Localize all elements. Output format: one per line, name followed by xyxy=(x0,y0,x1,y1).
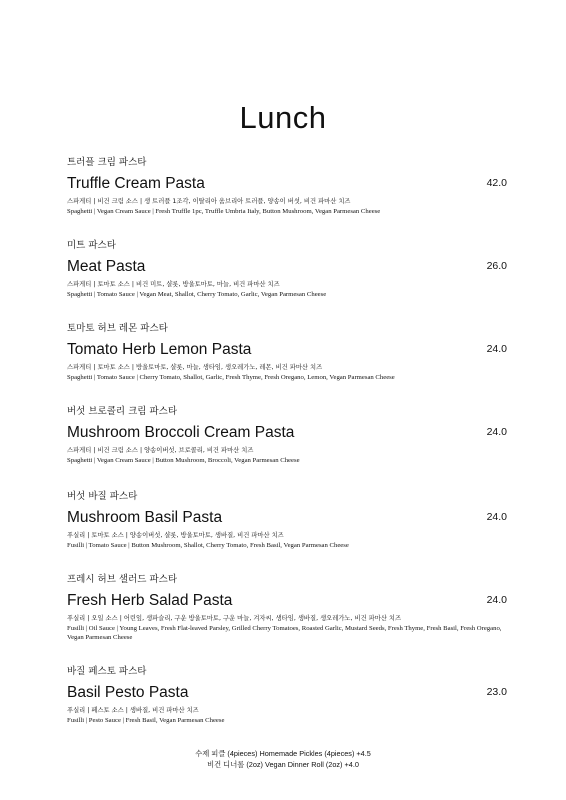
item-english-description: Spaghetti | Vegan Cream Sauce | Button Mushroom, Broccoli, Vegan Parmesan Cheese xyxy=(67,457,300,464)
item-price: 24.0 xyxy=(486,426,507,438)
item-english-name: Mushroom Broccoli Cream Pasta xyxy=(67,424,295,441)
item-korean-description: 스파게티 | 비건 크림 소스 | 양송이버섯, 브로콜리, 비건 파마산 치즈 xyxy=(67,447,254,454)
menu-item-truffle-cream-pasta xyxy=(67,157,507,216)
item-english-name: Tomato Herb Lemon Pasta xyxy=(67,341,252,358)
item-english-description: Fusilli | Pesto Sauce | Fresh Basil, Vegan Parmesan Cheese xyxy=(67,717,225,724)
item-korean-description: 푸실리 | 페스토 소스 | 생바질, 비건 파마산 치즈 xyxy=(67,707,199,714)
item-korean-name: 프레시 허브 샐러드 파스타 xyxy=(67,574,178,585)
item-english-name: Truffle Cream Pasta xyxy=(67,175,205,192)
menu-item-mushroom-broccoli-cream-pasta xyxy=(67,406,507,465)
item-english-description: Spaghetti | Vegan Cream Sauce | Fresh Truffle 1pc, Truffle Umbria Italy, Button Mushroom, Vegan Parmesan Cheese xyxy=(67,208,381,215)
item-korean-name: 버섯 바질 파스타 xyxy=(67,491,138,502)
item-english-description: Fusilli | Oil Sauce | Young Leaves, Fresh Flat-leaved Parsley, Grilled Cherry Tomatoes, Roasted Garlic, Mustard Seeds, Fresh Thyme, Fresh Basil, Fresh Oregano, Vegan Parmesan Cheese xyxy=(67,625,502,641)
menu-item-mushroom-basil-pasta xyxy=(67,491,507,550)
item-price: 24.0 xyxy=(486,343,507,355)
item-price: 26.0 xyxy=(486,260,507,272)
item-korean-description: 스파게티 | 비건 크림 소스 | 생 트러플 1조각, 이탈리아 움브리아 트러플, 양송이 버섯, 비건 파마산 치즈 xyxy=(67,198,351,205)
item-english-name: Mushroom Basil Pasta xyxy=(67,509,223,526)
item-korean-description: 푸실리 | 오일 소스 | 어린잎, 생파슬리, 구운 방울토마토, 구운 마늘, 겨자씨, 생타임, 생바질, 생오레가노, 비건 파마산 치즈 xyxy=(67,615,402,622)
item-english-name: Fresh Herb Salad Pasta xyxy=(67,592,233,609)
menu-item-fresh-herb-salad-pasta xyxy=(67,574,507,642)
item-price: 24.0 xyxy=(486,511,507,523)
extra-vegan-dinner-roll: 비건 디너롤 (2oz) Vegan Dinner Roll (2oz) +4.0 xyxy=(207,760,359,769)
item-korean-name: 버섯 브로콜리 크림 파스타 xyxy=(67,406,178,417)
menu-item-tomato-herb-lemon-pasta xyxy=(67,323,507,382)
item-korean-name: 미트 파스타 xyxy=(67,240,116,251)
item-english-description: Fusilli | Tomato Sauce | Button Mushroom, Shallot, Cherry Tomato, Fresh Basil, Vegan Parmesan Cheese xyxy=(67,542,349,549)
item-korean-name: 토마토 허브 레몬 파스타 xyxy=(67,323,168,334)
item-price: 24.0 xyxy=(486,594,507,606)
item-korean-description: 스파게티 | 토마토 소스 | 방울토마토, 샬롯, 마늘, 생타임, 생오레가노, 레몬, 비건 파마산 치즈 xyxy=(67,364,323,371)
page-title: Lunch xyxy=(239,100,327,135)
item-english-description: Spaghetti | Tomato Sauce | Cherry Tomato, Shallot, Garlic, Fresh Thyme, Fresh Oregano, Lemon, Vegan Parmesan Cheese xyxy=(67,374,395,381)
item-korean-description: 푸실리 | 토마토 소스 | 양송이버섯, 샬롯, 방울토마토, 생바질, 비건 파마산 치즈 xyxy=(67,532,284,539)
side-extras xyxy=(0,748,566,770)
item-english-name: Basil Pesto Pasta xyxy=(67,684,189,701)
item-english-name: Meat Pasta xyxy=(67,258,146,275)
item-price: 42.0 xyxy=(486,177,507,189)
item-price: 23.0 xyxy=(486,686,507,698)
menu-item-meat-pasta xyxy=(67,240,507,299)
menu-item-basil-pesto-pasta xyxy=(67,666,507,725)
item-korean-description: 스파게티 | 토마토 소스 | 비건 미트, 샬롯, 방울토마토, 마늘, 비건 파마산 치즈 xyxy=(67,281,280,288)
extra-homemade-pickles: 수제 피클 (4pieces) Homemade Pickles (4pieces) +4.5 xyxy=(195,749,371,758)
item-korean-name: 바질 페스토 파스타 xyxy=(67,666,147,677)
item-korean-name: 트러플 크림 파스타 xyxy=(67,157,147,168)
item-english-description: Spaghetti | Tomato Sauce | Vegan Meat, Shallot, Cherry Tomato, Garlic, Vegan Parmesan Cheese xyxy=(67,291,327,298)
